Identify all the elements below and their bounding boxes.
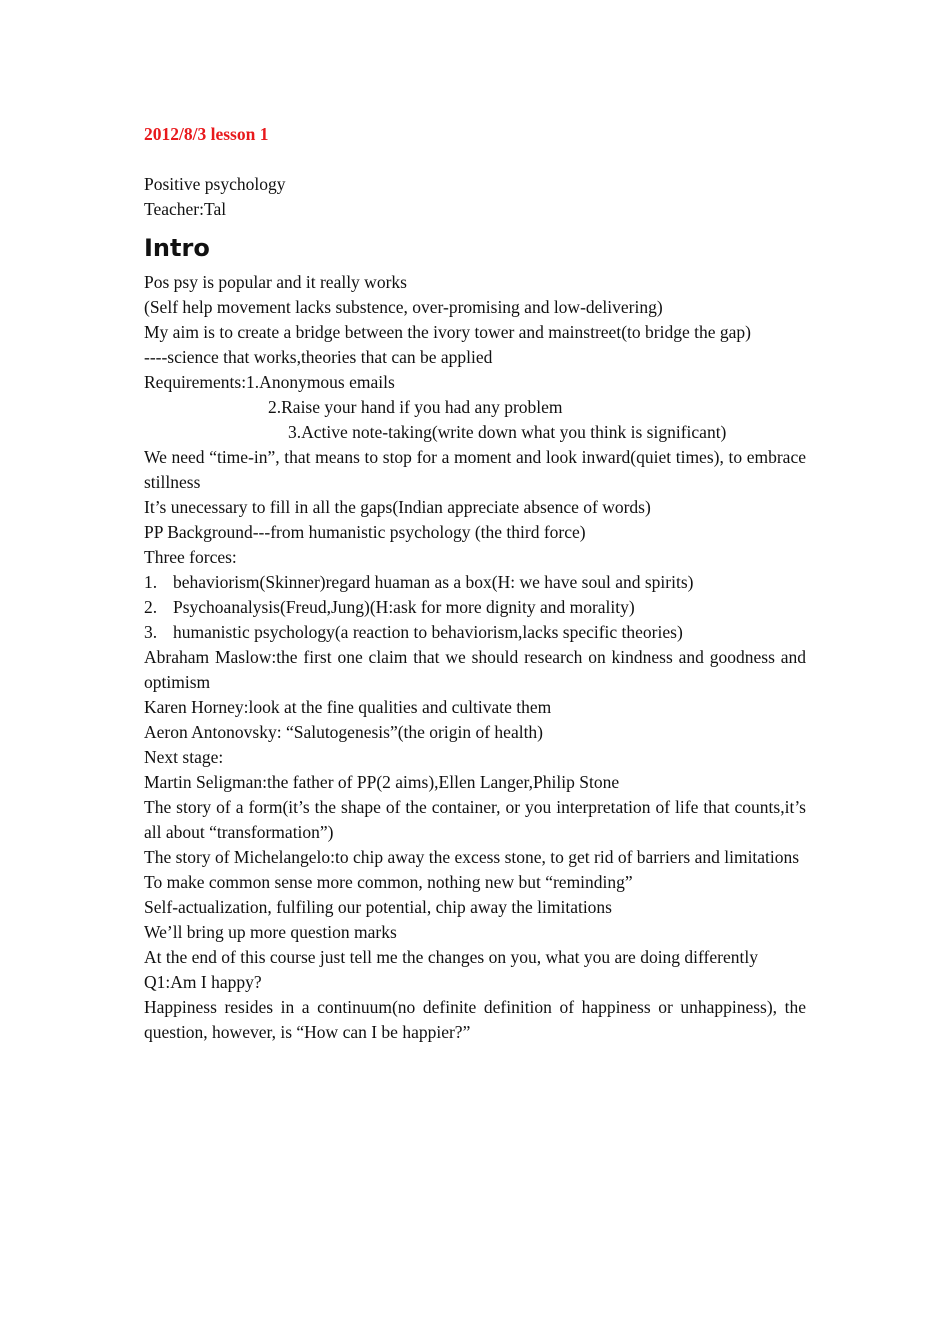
paragraph: Q1:Am I happy? bbox=[144, 972, 262, 992]
paragraph: The story of a form(it’s the shape of the container, or you interpretation of life that counts,it’s all about “transformation”) bbox=[144, 797, 806, 842]
list-item-text: behaviorism(Skinner)regard huaman as a box(H: we have soul and spirits) bbox=[173, 572, 694, 592]
section-heading-intro: Intro bbox=[144, 234, 210, 262]
paragraph: ----science that works,theories that can be applied bbox=[144, 347, 493, 367]
list-number: 2. bbox=[144, 597, 158, 617]
teacher-line: Teacher:Tal bbox=[144, 199, 227, 219]
paragraph: Martin Seligman:the father of PP(2 aims),Ellen Langer,Philip Stone bbox=[144, 772, 620, 792]
list-item bbox=[144, 570, 806, 595]
requirement-3: 3.Active note-taking(write down what you think is significant) bbox=[288, 422, 727, 442]
blank-line bbox=[144, 147, 806, 172]
paragraph: Self-actualization, fulfiling our potential, chip away the limitations bbox=[144, 897, 612, 917]
paragraph: To make common sense more common, nothing new but “reminding” bbox=[144, 872, 633, 892]
course-title: Positive psychology bbox=[144, 174, 286, 194]
list-item bbox=[144, 620, 806, 645]
list-item bbox=[144, 595, 806, 620]
paragraph: It’s unecessary to fill in all the gaps(Indian appreciate absence of words) bbox=[144, 497, 651, 517]
list-item-text: humanistic psychology(a reaction to behaviorism,lacks specific theories) bbox=[173, 622, 683, 642]
paragraph: At the end of this course just tell me the changes on you, what you are doing differently bbox=[144, 947, 758, 967]
paragraph: We’ll bring up more question marks bbox=[144, 922, 397, 942]
paragraph: We need “time-in”, that means to stop for a moment and look inward(quiet times), to embrace stillness bbox=[144, 447, 806, 492]
requirement-2: 2.Raise your hand if you had any problem bbox=[268, 397, 563, 417]
paragraph: Karen Horney:look at the fine qualities and cultivate them bbox=[144, 697, 552, 717]
paragraph: Pos psy is popular and it really works bbox=[144, 272, 407, 292]
paragraph: The story of Michelangelo:to chip away the excess stone, to get rid of barriers and limitations bbox=[144, 847, 800, 867]
three-forces-list bbox=[144, 570, 806, 645]
paragraph: PP Background---from humanistic psychology (the third force) bbox=[144, 522, 586, 542]
paragraph: Three forces: bbox=[144, 547, 237, 567]
paragraph: Abraham Maslow:the first one claim that we should research on kindness and goodness and optimism bbox=[144, 647, 806, 692]
date-lesson-heading: 2012/8/3 lesson 1 bbox=[144, 124, 269, 144]
paragraph: (Self help movement lacks substence, over-promising and low-delivering) bbox=[144, 297, 663, 317]
paragraph: Next stage: bbox=[144, 747, 224, 767]
list-number: 1. bbox=[144, 572, 158, 592]
list-number: 3. bbox=[144, 622, 158, 642]
paragraph: Happiness resides in a continuum(no definite definition of happiness or unhappiness), the question, however, is “How can I be happier?” bbox=[144, 997, 806, 1042]
paragraph: Aeron Antonovsky: “Salutogenesis”(the origin of health) bbox=[144, 722, 544, 742]
document-page bbox=[144, 122, 806, 1045]
list-item-text: Psychoanalysis(Freud,Jung)(H:ask for more dignity and morality) bbox=[173, 597, 635, 617]
paragraph: My aim is to create a bridge between the ivory tower and mainstreet(to bridge the gap) bbox=[144, 322, 751, 342]
requirement-1: Requirements:1.Anonymous emails bbox=[144, 372, 395, 392]
